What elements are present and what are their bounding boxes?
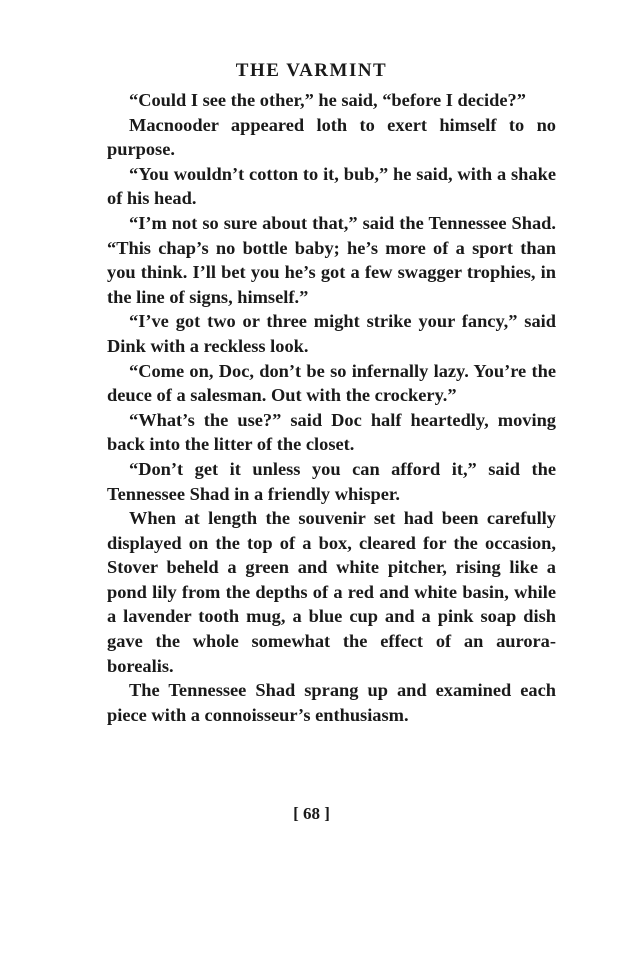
- paragraph: Macnooder appeared loth to exert himself to no purpose.: [107, 114, 556, 160]
- paragraph: “What’s the use?” said Doc half heartedly, moving back into the litter of the closet.: [107, 409, 556, 455]
- paragraph: “Don’t get it unless you can afford it,” said the Tennessee Shad in a friendly whisper.: [107, 458, 556, 504]
- running-head: THE VARMINT: [235, 60, 388, 81]
- paragraph: “I’ve got two or three might strike your fancy,” said Dink with a reckless look.: [107, 311, 556, 356]
- paragraph: “Could I see the other,” he said, “before I decide?”: [129, 90, 526, 110]
- paragraph: The Tennessee Shad sprang up and examined each piece with a connoisseur’s enthusiasm.: [107, 680, 556, 725]
- paragraph: “I’m not so sure about that,” said the Tennessee Shad. “This chap’s no bottle baby; he’s more of a sport than you think. I’ll bet you he’s got a few swagger trophies, in the line of signs, himself.”: [107, 212, 556, 307]
- body-text: [107, 88, 556, 727]
- page-number: [ 68 ]: [293, 804, 330, 823]
- paragraph: “Come on, Doc, don’t be so infernally lazy. You’re the deuce of a salesman. Out with the crockery.”: [107, 360, 556, 406]
- paragraph: “You wouldn’t cotton to it, bub,” he said, with a shake of his head.: [107, 163, 556, 209]
- paragraph: When at length the souvenir set had been carefully displayed on the top of a box, cleared for the occasion, Stover beheld a green and white pitcher, rising like a pond lily from the depths of a red and white basin, while a lavender tooth mug, a blue cup and a pink soap dish gave the whole somewhat the effect of an aurora-borealis.: [107, 508, 556, 676]
